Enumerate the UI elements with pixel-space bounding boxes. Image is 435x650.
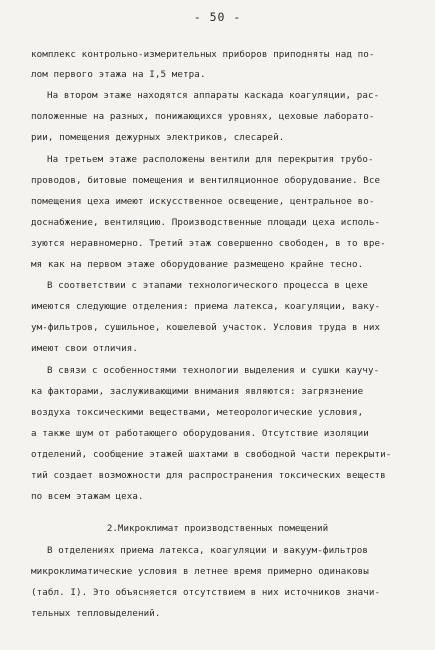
text-line: На втором этаже находятся аппараты каскада коагуляции, рас- [47,90,380,101]
text-line: микроклиматические условия в летнее время примерно одинаковы [31,566,369,577]
text-line: помещения цеха имеют искусственное освещение, центральное во- [31,196,375,207]
text-line: лом первого этажа на I,5 метра. [31,69,206,80]
page-number: - 50 - [193,10,242,24]
text-line: ум-фильтров, сушильное, кошелевой участок. Условия труда в них [31,322,381,333]
text-line: тельных тепловыделений. [31,608,161,619]
text-line: рии, помещения дежурных электриков, слесарей. [31,132,285,143]
text-line: зуются неравномерно. Третий этаж совершенно свободен, в то вре- [31,238,386,249]
text-line: В отделениях приема латекса, коагуляции и вакуум-фильтров [47,545,368,556]
text-line: по всем этажам цеха. [31,491,144,502]
text-line: ка факторами, заслуживающими внимания являются: загрязнение [31,386,364,397]
section-heading: 2.Микроклимат производственных помещений [106,523,329,534]
text-line: доснабжение, вентиляцию. Производственные площади цеха исполь- [31,217,381,228]
text-line: В соответствии с этапами технологического процесса в цехе [47,280,368,291]
text-line: положенные на разных, понижающихся уровнях, цеховые лаборато- [31,111,375,122]
text-line: На третьем этаже расположены вентили для перекрытия трубо- [47,154,374,165]
text-line: тий создает возможности для распространения токсических веществ [31,470,386,481]
text-line: (табл. I). Это объясняется отсутствием в них источников значи- [31,587,381,598]
text-line: мя как на первом этаже оборудование размещено крайне тесно. [31,259,364,270]
text-line: комплекс контрольно-измерительных приборов приподняты над по- [31,49,375,60]
text-line: В связи с особенностями технологии выделения и сушки каучу- [47,365,380,376]
text-line: имеются следующие отделения: приема латекса, коагуляции, ваку- [31,301,381,312]
text-line: а также шум от работающего оборудования. Отсутствие изоляции [31,428,369,439]
text-line: воздуха токсическими веществами, метеорологические условия, [31,407,364,418]
text-line: имеют свои отличия. [31,343,138,354]
text-line: отделений, сообщение этажей шахтами в свободной части перекрыти- [31,449,392,460]
text-line: проводов, битовые помещения и вентиляционное оборудование. Все [31,175,381,186]
